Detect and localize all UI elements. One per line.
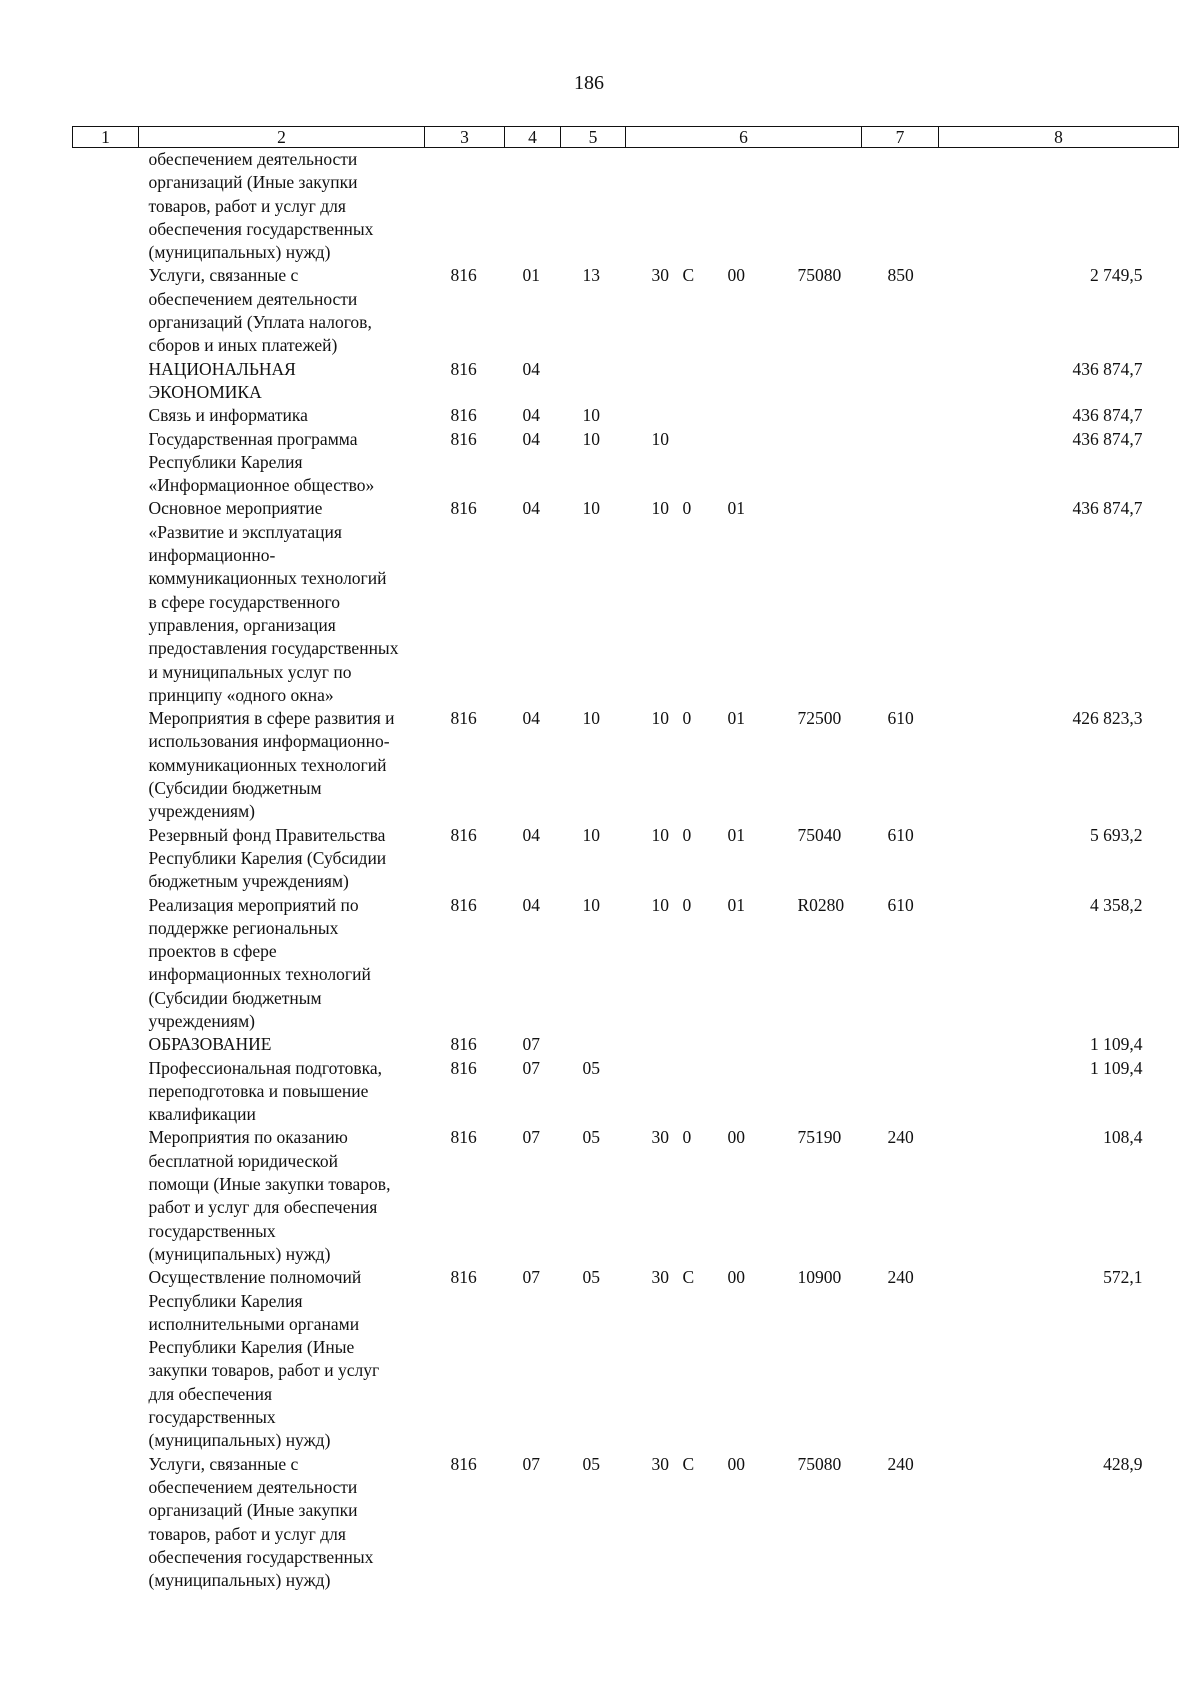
cell-event-code [710,404,762,427]
cell-direction-code: 75190 [797,1127,842,1148]
description-line: Связь и информатика [148,405,308,426]
description-line: коммуникационных технологий [148,568,387,589]
cell-program-code: 10 [651,894,669,915]
cell-subprogram-code: С [682,1453,695,1474]
cell-program-code: 10 [651,824,669,845]
cell-section: 07 [522,1453,540,1474]
cell-section: 04 [522,358,540,379]
description-line: бесплатной юридической [148,1150,339,1171]
cell-description [139,1266,425,1452]
cell-description [139,404,425,427]
column-header-7: 7 [862,127,939,148]
cell-amount: 1 109,4 [1090,1034,1143,1055]
cell-expense-type: 610 [887,894,914,915]
cell-description [139,824,425,894]
cell-direction-code [762,428,862,498]
cell-ministry-code: 816 [450,358,477,379]
table-row [73,358,1179,405]
table-row [73,264,1179,357]
cell-ministry-code: 816 [450,498,477,519]
cell-program-code: 10 [651,498,669,519]
description-line: (Субсидии бюджетным [148,987,322,1008]
cell-ministry-code: 816 [450,405,477,426]
table-row [73,1126,1179,1266]
cell-row-number [73,264,139,357]
cell-subprogram-code [677,358,710,405]
cell-subprogram-code [677,1033,710,1056]
cell-ministry-code: 816 [450,1453,477,1474]
description-line: ОБРАЗОВАНИЕ [148,1034,272,1055]
cell-section [505,148,561,265]
column-header-4: 4 [505,127,561,148]
cell-row-number [73,428,139,498]
cell-row-number [73,1266,139,1452]
description-line: (муниципальных) нужд) [148,1570,331,1591]
description-line: (муниципальных) нужд) [148,242,331,263]
cell-ministry-code: 816 [450,824,477,845]
description-line: «Информационное общество» [148,475,375,496]
cell-row-number [73,824,139,894]
table-body [73,148,1179,1593]
cell-description [139,358,425,405]
description-line: организаций (Иные закупки [148,172,358,193]
description-line: обеспечения государственных [148,218,374,239]
cell-subsection: 05 [582,1127,600,1148]
cell-ministry-code: 816 [450,428,477,449]
description-line: переподготовка и повышение [148,1080,369,1101]
cell-event-code: 01 [727,708,745,729]
cell-direction-code [762,358,862,405]
cell-amount: 108,4 [1103,1127,1143,1148]
cell-section: 04 [522,405,540,426]
description-line: принципу «одного окна» [148,684,334,705]
cell-direction-code: 75080 [797,1453,842,1474]
cell-event-code: 00 [727,1453,745,1474]
cell-amount: 2 749,5 [1090,265,1143,286]
column-header-8: 8 [939,127,1179,148]
description-line: коммуникационных технологий [148,754,387,775]
cell-program-code [626,404,677,427]
description-line: (муниципальных) нужд) [148,1430,331,1451]
cell-ministry-code [425,148,505,265]
cell-description [139,148,425,265]
cell-amount: 436 874,7 [1072,358,1143,379]
description-line: для обеспечения [148,1383,272,1404]
cell-program-code: 30 [651,265,669,286]
description-line: товаров, работ и услуг для [148,195,346,216]
cell-section: 07 [522,1127,540,1148]
cell-description [139,497,425,707]
cell-subprogram-code [677,428,710,498]
description-line: в сфере государственного [148,591,340,612]
description-line: предоставления государственных [148,638,399,659]
cell-expense-type [862,148,939,265]
description-line: обеспечением деятельности [148,1476,358,1497]
cell-subprogram-code: 0 [682,708,692,729]
cell-row-number [73,404,139,427]
cell-ministry-code: 816 [450,894,477,915]
cell-amount: 436 874,7 [1072,405,1143,426]
cell-event-code [710,428,762,498]
cell-subsection: 10 [582,405,600,426]
cell-event-code: 00 [727,1127,745,1148]
cell-subprogram-code [677,1057,710,1127]
cell-description [139,894,425,1034]
cell-subprogram-code: 0 [682,498,692,519]
cell-amount: 426 823,3 [1072,708,1143,729]
cell-section: 07 [522,1057,540,1078]
description-line: организаций (Иные закупки [148,1500,358,1521]
cell-ministry-code: 816 [450,708,477,729]
cell-description [139,1126,425,1266]
table-row [73,148,1179,265]
cell-subprogram-code: 0 [682,824,692,845]
cell-section: 01 [522,265,540,286]
cell-amount: 1 109,4 [1090,1057,1143,1078]
cell-amount: 436 874,7 [1072,428,1143,449]
cell-expense-type [862,497,939,707]
description-line: государственных [148,1220,276,1241]
cell-row-number [73,894,139,1034]
cell-expense-type: 240 [887,1267,914,1288]
column-header-6: 6 [626,127,862,148]
cell-ministry-code: 816 [450,1267,477,1288]
cell-description [139,428,425,498]
description-line: обеспечением деятельности [148,149,358,169]
description-line: Республики Карелия (Субсидии [148,847,387,868]
cell-event-code: 01 [727,498,745,519]
description-line: Мероприятия по оказанию [148,1127,348,1148]
cell-direction-code [762,148,862,265]
cell-event-code [710,148,762,265]
cell-program-code [626,148,677,265]
cell-program-code: 30 [651,1267,669,1288]
cell-direction-code: 72500 [797,708,842,729]
cell-subsection: 10 [582,894,600,915]
description-line: информационных технологий [148,964,371,985]
cell-subsection [561,148,626,265]
cell-section: 04 [522,498,540,519]
description-line: Республики Карелия [148,1290,303,1311]
table-header-row [73,127,1179,148]
description-line: исполнительными органами [148,1313,360,1334]
cell-amount [939,148,1179,265]
table-row [73,428,1179,498]
cell-description [139,707,425,823]
cell-description [139,1453,425,1593]
cell-direction-code [762,404,862,427]
description-line: проектов в сфере [148,941,277,962]
cell-expense-type: 850 [887,265,914,286]
cell-expense-type: 610 [887,708,914,729]
cell-direction-code: 10900 [797,1267,842,1288]
cell-event-code: 00 [727,265,745,286]
description-line: помощи (Иные закупки товаров, [148,1174,391,1195]
cell-section: 04 [522,824,540,845]
description-line: бюджетным учреждениям) [148,871,349,892]
cell-expense-type [862,358,939,405]
table-row [73,1453,1179,1593]
cell-row-number [73,148,139,265]
column-header-3: 3 [425,127,505,148]
cell-event-code: 01 [727,824,745,845]
cell-expense-type: 610 [887,824,914,845]
description-line: Услуги, связанные с [148,1453,299,1474]
description-line: учреждениям) [148,801,256,822]
cell-subprogram-code: 0 [682,894,692,915]
table-row [73,1266,1179,1452]
description-line: ЭКОНОМИКА [148,381,262,402]
cell-program-code [626,358,677,405]
cell-amount: 428,9 [1103,1453,1143,1474]
cell-event-code: 00 [727,1267,745,1288]
cell-direction-code: R0280 [797,894,845,915]
cell-expense-type [862,404,939,427]
table-row [73,404,1179,427]
cell-subsection: 13 [582,265,600,286]
cell-direction-code [762,497,862,707]
description-line: Основное мероприятие [148,498,323,519]
cell-subsection: 05 [582,1267,600,1288]
cell-direction-code: 75080 [797,265,842,286]
cell-row-number [73,497,139,707]
cell-subprogram-code: С [682,265,695,286]
description-line: государственных [148,1407,276,1428]
description-line: сборов и иных платежей) [148,335,338,356]
description-line: работ и услуг для обеспечения [148,1197,378,1218]
cell-subsection: 10 [582,428,600,449]
table-row [73,1057,1179,1127]
cell-subsection: 05 [582,1453,600,1474]
cell-ministry-code: 816 [450,1057,477,1078]
description-line: поддержке региональных [148,917,339,938]
description-line: обеспечением деятельности [148,288,358,309]
cell-program-code: 30 [651,1127,669,1148]
description-line: управления, организация [148,614,336,635]
cell-ministry-code: 816 [450,265,477,286]
page-number: 186 [574,72,604,94]
cell-event-code [710,1057,762,1127]
budget-table [72,126,1179,1592]
cell-event-code [710,358,762,405]
cell-description [139,1033,425,1056]
cell-subsection: 10 [582,498,600,519]
cell-subprogram-code [677,404,710,427]
cell-section: 07 [522,1267,540,1288]
table-row [73,1033,1179,1056]
description-line: и муниципальных услуг по [148,661,352,682]
cell-program-code: 30 [651,1453,669,1474]
cell-row-number [73,1126,139,1266]
cell-direction-code [762,1033,862,1056]
cell-section: 04 [522,708,540,729]
cell-section: 04 [522,894,540,915]
description-line: использования информационно- [148,731,390,752]
column-header-1: 1 [73,127,139,148]
cell-expense-type [862,1057,939,1127]
cell-program-code: 10 [651,708,669,729]
description-line: Реализация мероприятий по [148,894,359,915]
description-line: (муниципальных) нужд) [148,1243,331,1264]
description-line: НАЦИОНАЛЬНАЯ [148,358,296,379]
cell-row-number [73,1453,139,1593]
table-row [73,497,1179,707]
cell-subsection: 10 [582,708,600,729]
description-line: Республики Карелия [148,451,303,472]
cell-expense-type: 240 [887,1127,914,1148]
cell-direction-code: 75040 [797,824,842,845]
description-line: Резервный фонд Правительства [148,824,386,845]
cell-program-code: 10 [651,428,669,449]
description-line: организаций (Уплата налогов, [148,312,372,333]
cell-program-code [626,1057,677,1127]
description-line: закупки товаров, работ и услуг [148,1360,380,1381]
cell-subprogram-code: 0 [682,1127,692,1148]
cell-amount: 572,1 [1103,1267,1143,1288]
description-line: Республики Карелия (Иные [148,1337,355,1358]
column-header-2: 2 [139,127,425,148]
description-line: «Развитие и эксплуатация [148,521,342,542]
cell-subsection: 05 [582,1057,600,1078]
description-line: информационно- [148,545,276,566]
table-row [73,894,1179,1034]
cell-section: 07 [522,1034,540,1055]
cell-description [139,1057,425,1127]
cell-expense-type [862,428,939,498]
cell-section: 04 [522,428,540,449]
cell-amount: 5 693,2 [1090,824,1143,845]
description-line: (Субсидии бюджетным [148,778,322,799]
cell-program-code [626,1033,677,1056]
description-line: товаров, работ и услуг для [148,1523,346,1544]
cell-row-number [73,1033,139,1056]
cell-subsection [561,358,626,405]
cell-event-code [710,1033,762,1056]
description-line: Профессиональная подготовка, [148,1057,382,1078]
description-line: Услуги, связанные с [148,265,299,286]
cell-row-number [73,707,139,823]
cell-subprogram-code [677,148,710,265]
cell-subprogram-code: С [682,1267,695,1288]
cell-amount: 436 874,7 [1072,498,1143,519]
cell-description [139,264,425,357]
cell-subsection [561,1033,626,1056]
table-row [73,824,1179,894]
cell-row-number [73,1057,139,1127]
cell-expense-type [862,1033,939,1056]
description-line: Государственная программа [148,428,358,449]
description-line: обеспечения государственных [148,1546,374,1567]
table-row [73,707,1179,823]
cell-ministry-code: 816 [450,1127,477,1148]
cell-subsection: 10 [582,824,600,845]
cell-amount: 4 358,2 [1090,894,1143,915]
description-line: Осуществление полномочий [148,1267,362,1288]
description-line: Мероприятия в сфере развития и [148,708,395,729]
cell-event-code: 01 [727,894,745,915]
description-line: учреждениям) [148,1010,256,1031]
column-header-5: 5 [561,127,626,148]
cell-expense-type: 240 [887,1453,914,1474]
cell-ministry-code: 816 [450,1034,477,1055]
cell-row-number [73,358,139,405]
description-line: квалификации [148,1104,256,1125]
cell-direction-code [762,1057,862,1127]
